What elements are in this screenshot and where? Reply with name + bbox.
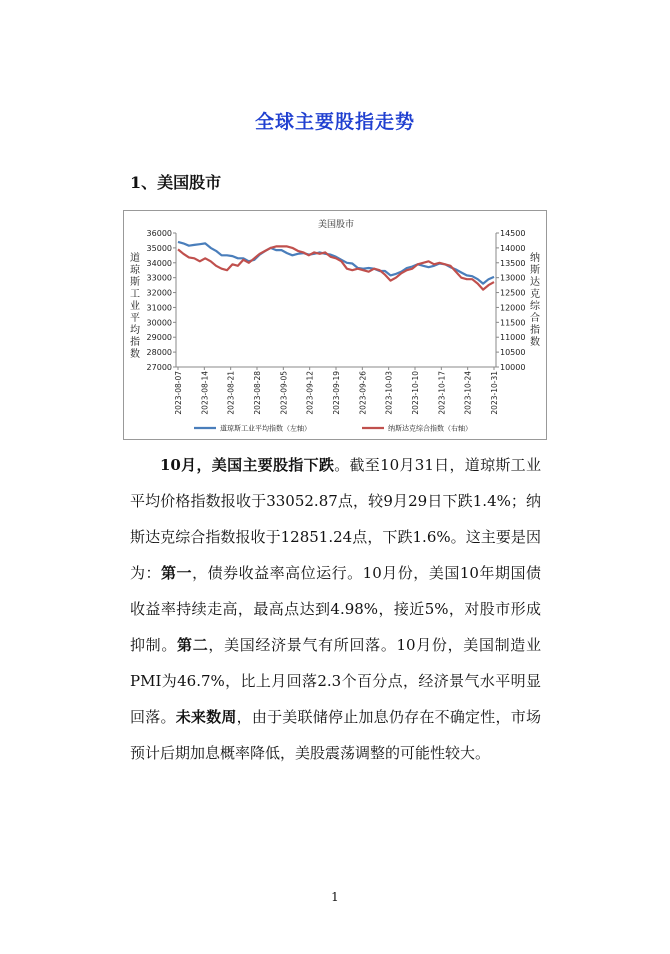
left-tick-label: 30000	[146, 318, 172, 328]
left-tick-label: 36000	[146, 229, 172, 238]
right-tick-label: 14000	[500, 243, 526, 253]
left-axis-label: 道琼斯工业平均指数	[130, 253, 140, 360]
right-tick-label: 13000	[500, 273, 526, 283]
right-tick-label: 10000	[500, 363, 526, 372]
left-tick-label: 31000	[146, 303, 172, 313]
x-tick-label: 2023-09-26	[358, 371, 368, 415]
para-bold-outlook: 未来数周	[175, 708, 237, 726]
x-tick-label: 2023-08-07	[174, 371, 183, 415]
chart-svg	[124, 211, 546, 439]
page-title: 全球主要股指走势	[254, 111, 415, 133]
right-tick-label: 11000	[500, 333, 526, 343]
right-tick-label: 11500	[500, 318, 526, 328]
chart-title: 美国股市	[317, 220, 355, 230]
series-line-1	[178, 242, 494, 284]
page-number: 1	[331, 890, 339, 904]
x-tick-label: 2023-10-31	[490, 371, 499, 415]
x-tick-label: 2023-10-10	[411, 371, 420, 415]
left-tick-label: 29000	[146, 333, 172, 343]
us-stock-chart	[123, 210, 547, 440]
x-tick-label: 2023-10-03	[384, 371, 394, 415]
para-text-3: ，美国经济景气有所回落。10月份，美国制造业PMI为46.7%，比上月回落2.3个百分点，经济景气水平明显回落。	[130, 636, 541, 726]
x-tick-label: 2023-09-19	[332, 371, 341, 415]
x-tick-label: 2023-08-14	[200, 371, 210, 415]
para-text-2: ，债券收益率高位运行。10月份，美国10年期国债收益率持续走高，最高点达到4.98%，接近5%，对股市形成抑制。	[130, 564, 541, 654]
right-tick-label: 13500	[500, 258, 526, 268]
left-tick-label: 34000	[146, 258, 172, 268]
left-tick-label: 32000	[146, 288, 172, 298]
x-tick-label: 2023-10-17	[437, 371, 447, 415]
right-tick-label: 10500	[500, 348, 526, 358]
series-line-2	[178, 246, 494, 289]
para-text-1: 。截至10月31日，道琼斯工业平均价格指数报收于33052.87点，较9月29日下跌1.4%；纳斯达克综合指数报收于12851.24点，下跌1.6%。这主要是因为：	[130, 456, 541, 582]
right-tick-label: 14500	[500, 229, 526, 238]
right-axis-label: 纳斯达克综合指数	[530, 253, 540, 348]
legend-label-2: 纳斯达克综合指数（右轴）	[388, 424, 472, 433]
left-tick-label: 27000	[146, 363, 172, 372]
para-lead: 10月，美国主要股指下跌	[160, 456, 335, 474]
left-tick-label: 33000	[146, 273, 172, 283]
x-tick-label: 2023-10-24	[463, 371, 473, 415]
para-bold-second: 第二	[177, 636, 209, 654]
left-tick-label: 35000	[146, 243, 172, 253]
right-tick-label: 12500	[500, 288, 526, 298]
x-tick-label: 2023-08-28	[253, 371, 262, 415]
left-tick-label: 28000	[146, 348, 172, 358]
section-heading: 1、美国股市	[130, 173, 222, 192]
x-tick-label: 2023-09-12	[305, 371, 315, 415]
right-tick-label: 12000	[500, 303, 526, 313]
para-text-4: ，由于美联储停止加息仍存在不确定性，市场预计后期加息概率降低，美股震荡调整的可能性较大。	[130, 708, 541, 762]
para-bold-first: 第一	[161, 564, 193, 582]
legend-label-1: 道琼斯工业平均指数（左轴）	[220, 424, 311, 433]
x-tick-label: 2023-09-05	[279, 371, 289, 415]
x-tick-label: 2023-08-21	[226, 371, 236, 415]
body-paragraph	[130, 447, 541, 771]
